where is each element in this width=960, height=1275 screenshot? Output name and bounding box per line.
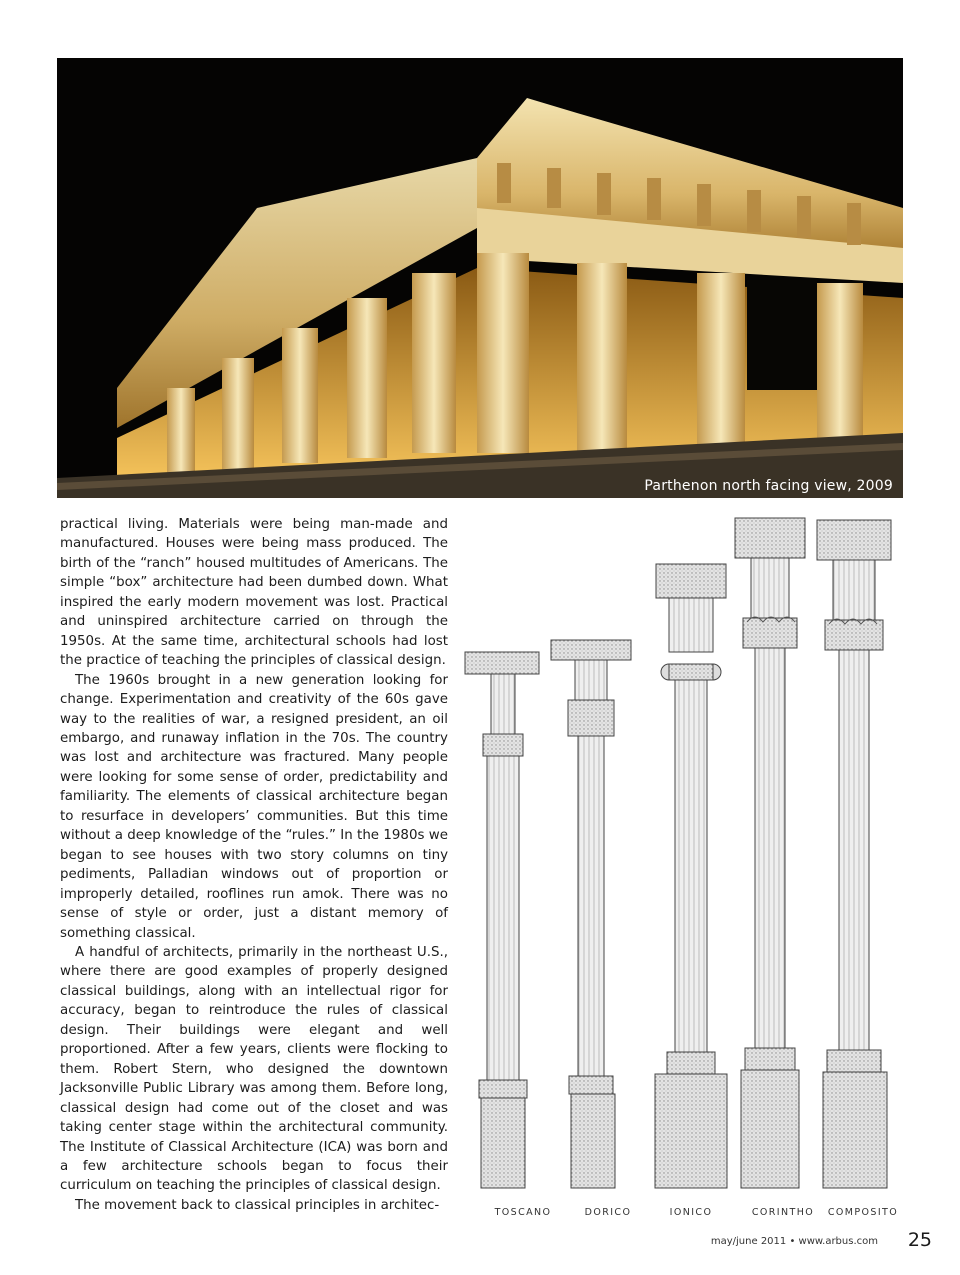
composito-column	[817, 520, 891, 1188]
paragraph: A handful of architects, primarily in the northeast U.S., where there are good examples of properly designed classical buildings, along with an intellectual rigor for accuracy, began to reintroduce the rules of classical design. Their buildings were elegant and well proportioned. After a few years, clients were flocking to them. Robert Stern, who designed the downtown Jacksonville Public Library was among them. Before long, classical design had come out of the closet and was taking center stage within the architectural community. The Institute of Classical Architecture (ICA) was born and a few architecture schools began to focus their curriculum on teaching the principles of classical design.	[60, 944, 448, 1194]
photo-caption: Parthenon north facing view, 2009	[644, 478, 893, 494]
paragraph: practical living. Materials were being man-made and manufactured. Houses were being mass produced. The birth of the “ranch” housed multitudes of Americans. The simple “box” architecture had been dumbed down. What inspired the early modern movement was lost. Practical and uninspired architecture carried on through the 1950s. At the same time, architectural schools had lost the practice of teaching the principles of classical design.	[60, 517, 448, 669]
parthenon-illustration	[57, 58, 903, 498]
paragraph: The movement back to classical principles in architec-	[75, 1197, 440, 1213]
order-label-toscano: TOSCANO	[494, 1207, 552, 1218]
dorico-column	[551, 640, 631, 1188]
corintho-column	[735, 518, 805, 1188]
classical-orders-illustration	[463, 512, 903, 1224]
order-label-ionico: IONICO	[669, 1207, 713, 1218]
article-body	[60, 515, 448, 1215]
page-number: 25	[907, 1229, 932, 1251]
orders-drawing	[463, 512, 903, 1202]
ionico-column	[655, 564, 727, 1188]
order-label-corintho: CORINTHO	[751, 1207, 815, 1218]
order-label-dorico: DORICO	[584, 1207, 632, 1218]
footer-issue-url: may/june 2011 • www.arbus.com	[710, 1236, 878, 1247]
toscano-column	[465, 652, 539, 1188]
order-label-composito: COMPOSITO	[827, 1207, 899, 1218]
paragraph: The 1960s brought in a new generation looking for change. Experimentation and creativity of the 60s gave way to the realities of war, a resigned president, an oil embargo, and runaway inflation in the 70s. The country was lost and architecture was fractured. Many people were looking for some sense of order, predictability and familiarity. The elements of classical architecture began to resurface in developers’ communities. But this time without a deep knowledge of the “rules.” In the 1980s we began to see houses with two story columns on tiny pediments, Palladian windows out of proportion or improperly detailed, rooflines run amok. There was no sense of style or order, just a distant memory of something classical.	[60, 672, 448, 941]
parthenon-photo	[57, 58, 903, 498]
